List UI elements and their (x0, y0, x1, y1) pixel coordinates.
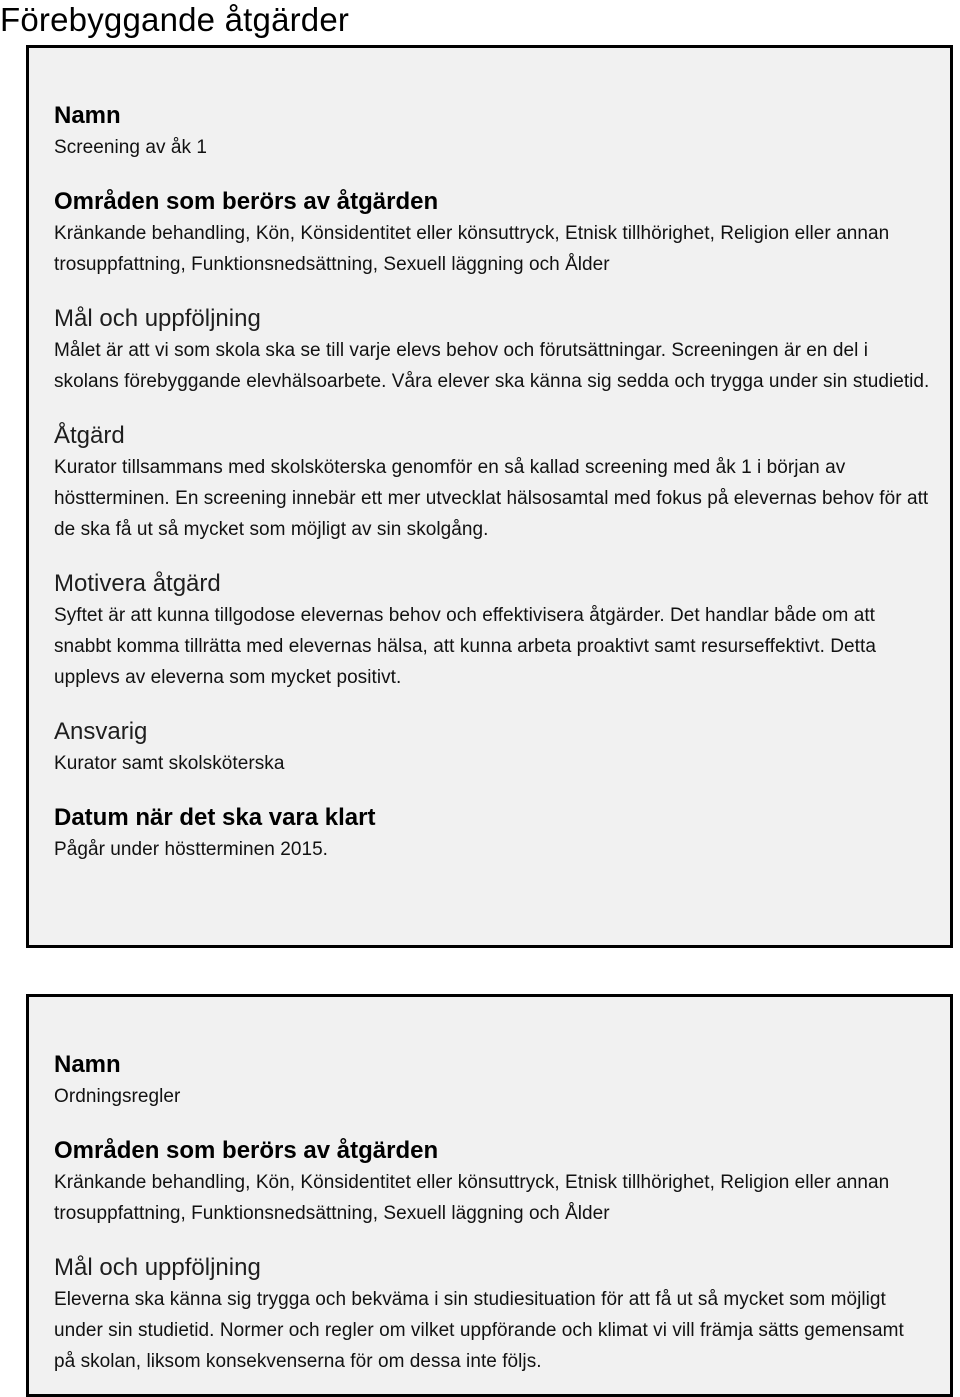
field-heading: Åtgärd (54, 422, 125, 449)
field-heading: Områden som berörs av åtgärden (54, 1137, 439, 1164)
field-heading: Mål och uppföljning (54, 1254, 261, 1281)
field-value: Ordningsregler (54, 1086, 181, 1107)
field-value: Kurator samt skolsköterska (54, 753, 285, 774)
field-ansvarig (54, 716, 930, 779)
measure-card-ordningsregler (26, 994, 953, 1397)
field-namn (54, 1049, 930, 1112)
field-heading: Områden som berörs av åtgärden (54, 188, 439, 215)
field-mal-och-uppfoljning (54, 303, 930, 397)
field-heading: Motivera åtgärd (54, 570, 221, 597)
field-heading: Datum när det ska vara klart (54, 804, 376, 831)
measure-card-screening (26, 45, 953, 948)
field-heading: Ansvarig (54, 718, 148, 745)
field-heading: Mål och uppföljning (54, 305, 261, 332)
field-mal-och-uppfoljning (54, 1252, 930, 1377)
field-value: Syftet är att kunna tillgodose elevernas behov och effektivisera åtgärder. Det handlar både om att snabbt komma tillrätta med elevernas hälsa, att kunna arbeta proaktivt samt resurseffektivt. Detta upplevs av eleverna som mycket positivt. (54, 605, 876, 688)
field-value: Kurator tillsammans med skolsköterska genomför en så kallad screening med åk 1 i början av höstterminen. En screening innebär ett mer utvecklat hälsosamtal med fokus på elevernas behov för att de ska få ut så mycket som möjligt av sin skolgång. (54, 457, 929, 540)
field-motivera-atgard (54, 568, 930, 693)
field-heading: Namn (54, 102, 121, 129)
field-value: Pågår under höstterminen 2015. (54, 839, 329, 860)
field-value: Screening av åk 1 (54, 137, 207, 158)
field-value: Eleverna ska känna sig trygga och bekväma i sin studiesituation för att få ut så mycket som möjligt under sin studietid. Normer och regler om vilket uppförande och klimat vi vill främja sätts gemensamt på skolan, liksom konsekvenserna för om dessa inte följs. (54, 1289, 904, 1372)
page-title: Förebyggande åtgärder (0, 1, 350, 38)
field-namn (54, 100, 930, 163)
field-value: Målet är att vi som skola ska se till varje elevs behov och förutsättningar. Screeningen är en del i skolans förebyggande elevhälsoarbete. Våra elever ska känna sig sedda och trygga under sin studietid. (54, 340, 930, 392)
field-atgard (54, 420, 930, 545)
field-omraden (54, 1135, 930, 1229)
field-value: Kränkande behandling, Kön, Könsidentitet eller könsuttryck, Etnisk tillhörighet, Religion eller annan trosuppfattning, Funktionsnedsättning, Sexuell läggning och Ålder (54, 223, 890, 275)
field-omraden (54, 186, 930, 280)
field-heading: Namn (54, 1051, 121, 1078)
field-datum (54, 802, 930, 865)
field-value: Kränkande behandling, Kön, Könsidentitet eller könsuttryck, Etnisk tillhörighet, Religion eller annan trosuppfattning, Funktionsnedsättning, Sexuell läggning och Ålder (54, 1172, 890, 1224)
